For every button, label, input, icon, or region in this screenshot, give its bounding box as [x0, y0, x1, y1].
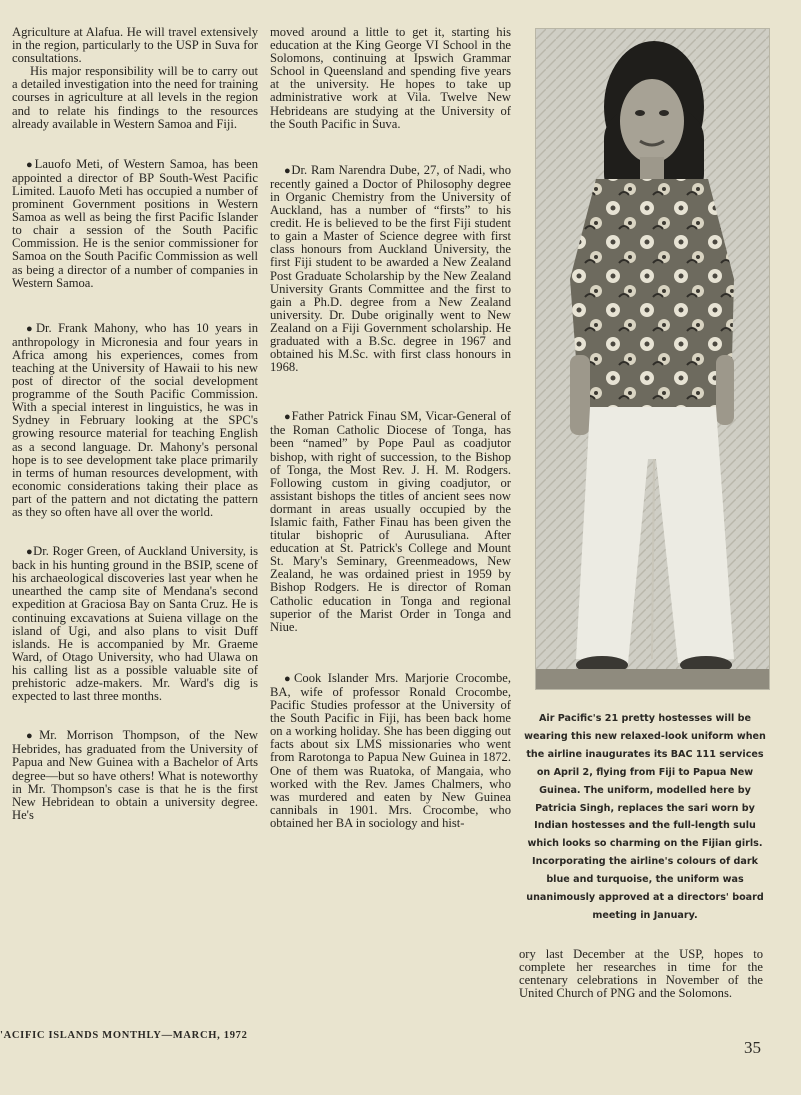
page-number: 35 [744, 1038, 761, 1057]
news-item-roger-green: ● Dr. Roger Green, of Auckland University, is back in his hunting ground in the BSIP, scene of his archaeological discoveries last year when he unearthed the camp site of Mendana's second expedition at Graciosa Bay on Santa Cruz. He is continuing excavations at Suiena village on the island of Ugi, and also plans to visit Duff islands. He is accompanied by Mr. Graeme Ward, of Otago University, who had Ulawa on his calling list as a possible valuable site of prehistoric adze-makers. Mr. Ward's dig is expected to last three months. [12, 545, 258, 703]
middle-column [270, 26, 511, 830]
left-column [12, 26, 258, 822]
news-item-frank-mahony: ● Dr. Frank Mahony, who has 10 years in anthropology in Micronesia and four years in Africa among his experiences, comes from teaching at the University of Hawaii to his new post of director of the social development programme of the South Pacific Commission. With a special interest in linguistics, he was in Sydney in February looking at the SPC's growing resource material for teaching English as a second language. Dr. Mahony's personal hope is to see development take place primarily in terms of human resources development, with economic considerations taking their place as part of the pattern and not dictating the pattern as they so often have all over the world. [12, 322, 258, 519]
news-item-patrick-finau: ● Father Patrick Finau SM, Vicar-General of the Roman Catholic Diocese of Tonga, has been “named” by Pope Paul as coadjutor bishop, with right of succession, to the Bishop of Tonga, the Most Rev. J. H. M. Rodgers. Following custom in giving coadjutor, or assistant bishops the titles of ancient sees now dormant in areas usually occupied by the Islamic faith, Father Finau has been given the titular bishopric of Aurusuliana. After education at St. Patrick's College and Mount St. Mary's Seminary, Greenmeadows, New Zealand, he was ordained priest in 1959 by Bishop Rodgers. He is director of Roman Catholic education in Tonga and regional superior of the Marist Order in Tonga and Niue. [270, 410, 511, 634]
news-item-morrison-thompson: ● Mr. Morrison Thompson, of the New Hebrides, has graduated from the University of Papua and New Guinea with a Bachelor of Arts degree—but so have others! What is noteworthy in Mr. Thompson's case is that he is the first New Hebridean to obtain a university degree. He's [12, 729, 258, 822]
news-item-lauofo-meti: ● Lauofo Meti, of Western Samoa, has been appointed a director of BP South-West Pacific Limited. Lauofo Meti has occupied a number of prominent Government positions in Western Samoa as well as being the first Pacific Islander to chair a session of the South Pacific Commission. He is the senior commissioner for Samoa on the South Pacific Commission as well as being a director of a number of companies in Western Samoa. [12, 158, 258, 290]
news-item-ram-dube: ● Dr. Ram Narendra Dube, 27, of Nadi, who recently gained a Doctor of Philosophy degree in Organic Chemistry from the University of Auckland, has a number of “firsts” to his credit. He is believed to be the first Fiji student to gain a Master of Science degree with first class honours from Auckland University, the first Fiji student to be awarded a New Zealand Post Graduate Scholarship by the New Zealand University Grants Committee and the first to gain a Ph.D. degree from a New Zealand university. Dr. Dube originally went to New Zealand on a Fiji Government scholarship. He graduated with a B.Sc. degree in 1967 and obtained his M.Sc. with first class honours in 1968. [270, 164, 511, 375]
running-footer: 'ACIFIC ISLANDS MONTHLY—MARCH, 1972 [0, 1030, 248, 1041]
article-text: moved around a little to get it, starting his education at the King George VI School in the Solomons, continuing at Ipswich Grammar School in Queensland and spending five years at the university. He hopes to take up administrative work at Vila. Twelve New Hebrideans are studying at the University of the South Pacific in Suva. [270, 25, 511, 131]
hostess-uniform-photo [535, 28, 770, 690]
article-text: His major responsibility will be to carry out a detailed investigation into the need for training courses in agriculture at all levels in the region and to relate his findings to the resources already available in Western Samoa and Fiji. [12, 64, 258, 131]
article-text: ory last December at the USP, hopes to complete her researches in time for the centenary celebrations in November of the United Church of PNG and the Solomons. [519, 947, 763, 1001]
right-column-continuation [519, 948, 763, 1000]
article-text: Agriculture at Alafua. He will travel extensively in the region, particularly to the USP in Suva for consultations. [12, 25, 258, 66]
news-item-marjorie-crocombe: ● Cook Islander Mrs. Marjorie Crocombe, BA, wife of professor Ronald Crocombe, Pacific Studies professor at the University of the South Pacific in Fiji, has been back home on a working holiday. She has been digging out facts about six LMS missionaries who went from Rarotonga to Papua New Guinea in 1872. One of them was Ruatoka, of Mangaia, who worked with the Rev. James Chalmers, who was murdered and eaten by New Guinea cannibals in 1901. Mrs. Crocombe, who obtained her BA in sociology and hist- [270, 672, 511, 830]
photo-caption: Air Pacific's 21 pretty hostesses will be wearing this new relaxed-look uniform when the airline inaugurates its BAC 111 services on April 2, flying from Fiji to Papua New Guinea. The uniform, modelled here by Patricia Singh, replaces the sari worn by Indian hostesses and the full-length sulu which looks so charming on the Fijian girls. Incorporating the airline's colours of dark blue and turquoise, the uniform was unanimously approved at a directors' board meeting in January. [524, 713, 766, 921]
